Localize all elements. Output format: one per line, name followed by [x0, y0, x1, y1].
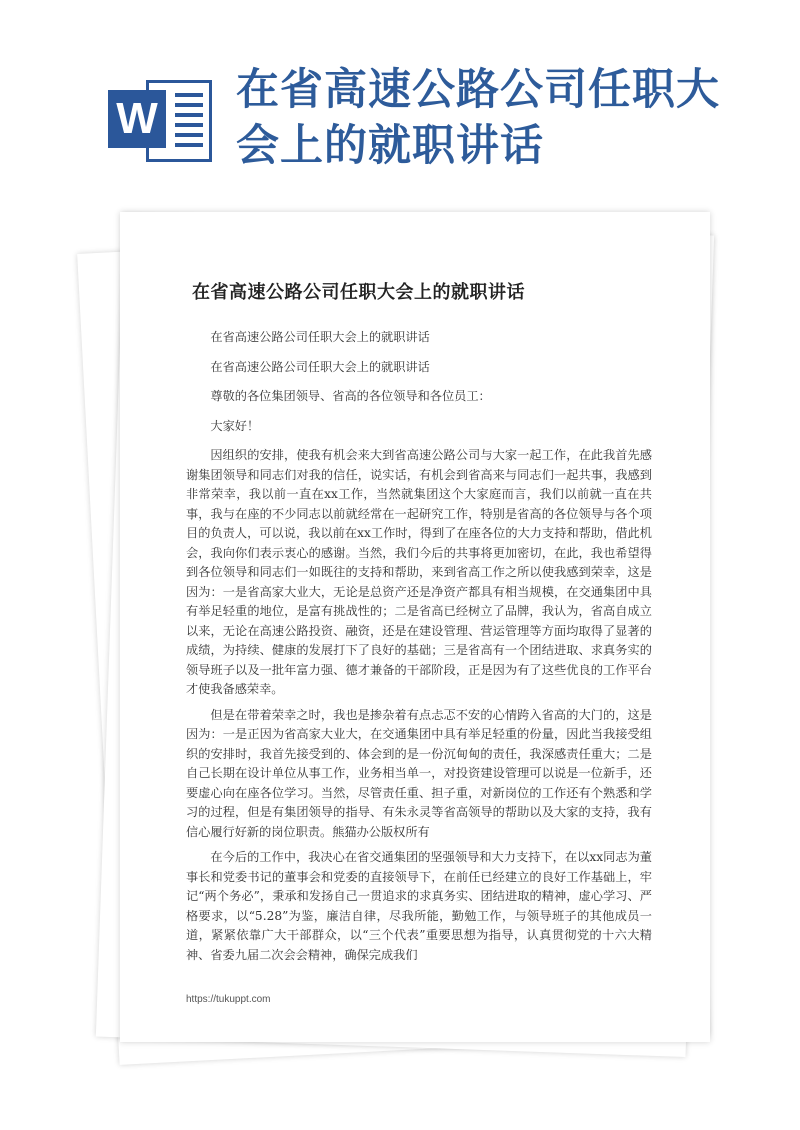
paragraph-body-3: 在今后的工作中，我决心在省交通集团的坚强领导和大力支持下，在以xx同志为董事长和党委书记的董事会和党委的直接领导下，在前任已经建立的良好工作基础上，牢记“两个务必”，秉承和发扬自己一贯追求的求真务实、团结进取的精神，虚心学习、严格要求，以“5.28”为鉴，廉洁自律，尽我所能，勤勉工作，与领导班子的其他成员一道，紧紧依靠广大干部群众，以“三个代表”重要思想为指导，认真贯彻党的十六大精神、省委九届二次会会精神，确保完成我们 [186, 850, 652, 962]
source-link[interactable]: https://tukuppt.com [186, 994, 271, 1005]
paragraph-body-1: 因组织的安排，使我有机会来大到省高速公路公司与大家一起工作，在此我首先感谢集团领导和同志们对我的信任，说实话，有机会到省高来与同志们一起共事，我感到非常荣幸，我以前一直在xx工作，当然就集团这个大家庭而言，我们以前就一直在共事，我与在座的不少同志以前就经常在一起研究工作，特别是省高的各位领导与各个项目的负责人，可以说，我以前在xx工作时，得到了在座各位的大力支持和帮助，借此机会，我向你们表示衷心的感谢。当然，我们今后的共事将更加密切，在此，我也希望得到各位领导和同志们一如既往的支持和帮助，来到省高工作之所以使我感到荣幸，这是因为：一是省高家大业大，无论是总资产还是净资产都具有相当规模，在交通集团中具有举足轻重的地位，是富有挑战性的；二是省高已经树立了品牌，我认为，省高自成立以来，无论在高速公路投资、融资，还是在建设管理、营运管理等方面均取得了显著的成绩，为持续、健康的发展打下了良好的基础；三是省高有一个团结进取、求真务实的领导班子以及一批年富力强、德才兼备的干部阶段，正是因为有了这些优良的工作平台才使我备感荣幸。 [186, 448, 652, 696]
word-icon [108, 76, 218, 166]
document-page [120, 212, 710, 1042]
document-title: 在省高速公路公司任职大会上的就职讲话 [192, 282, 525, 303]
document-body [186, 328, 652, 971]
page-title: 在省高速公路公司任职大会上的就职讲话 [236, 65, 720, 171]
word-letter-badge: W [108, 90, 166, 148]
paragraph-heading-1: 在省高速公路公司任职大会上的就职讲话 [210, 330, 430, 344]
paragraph-salutation: 尊敬的各位集团领导、省高的各位领导和各位员工： [210, 389, 491, 403]
paragraph-body-2: 但是在带着荣幸之时，我也是掺杂着有点忐忑不安的心情跨入省高的大门的，这是因为：一是正因为省高家大业大，在交通集团中具有举足轻重的份量，因此当我接受组织的安排时，我首先接受到的、体会到的是一份沉甸甸的责任，我深感责任重大；二是自己长期在设计单位从事工作，业务相当单一，对投资建设管理可以说是一位新手，还要虚心向在座各位学习。当然，尽管责任重、担子重，对新岗位的工作还有个熟悉和学习的过程，但是有集团领导的指导、有朱永灵等省高领导的帮助以及大家的支持，我有信心履行好新的岗位职责。熊猫办公版权所有 [186, 707, 652, 839]
paragraph-heading-2: 在省高速公路公司任职大会上的就职讲话 [210, 359, 430, 374]
paragraph-greeting: 大家好！ [210, 418, 260, 433]
header-banner [0, 0, 800, 200]
